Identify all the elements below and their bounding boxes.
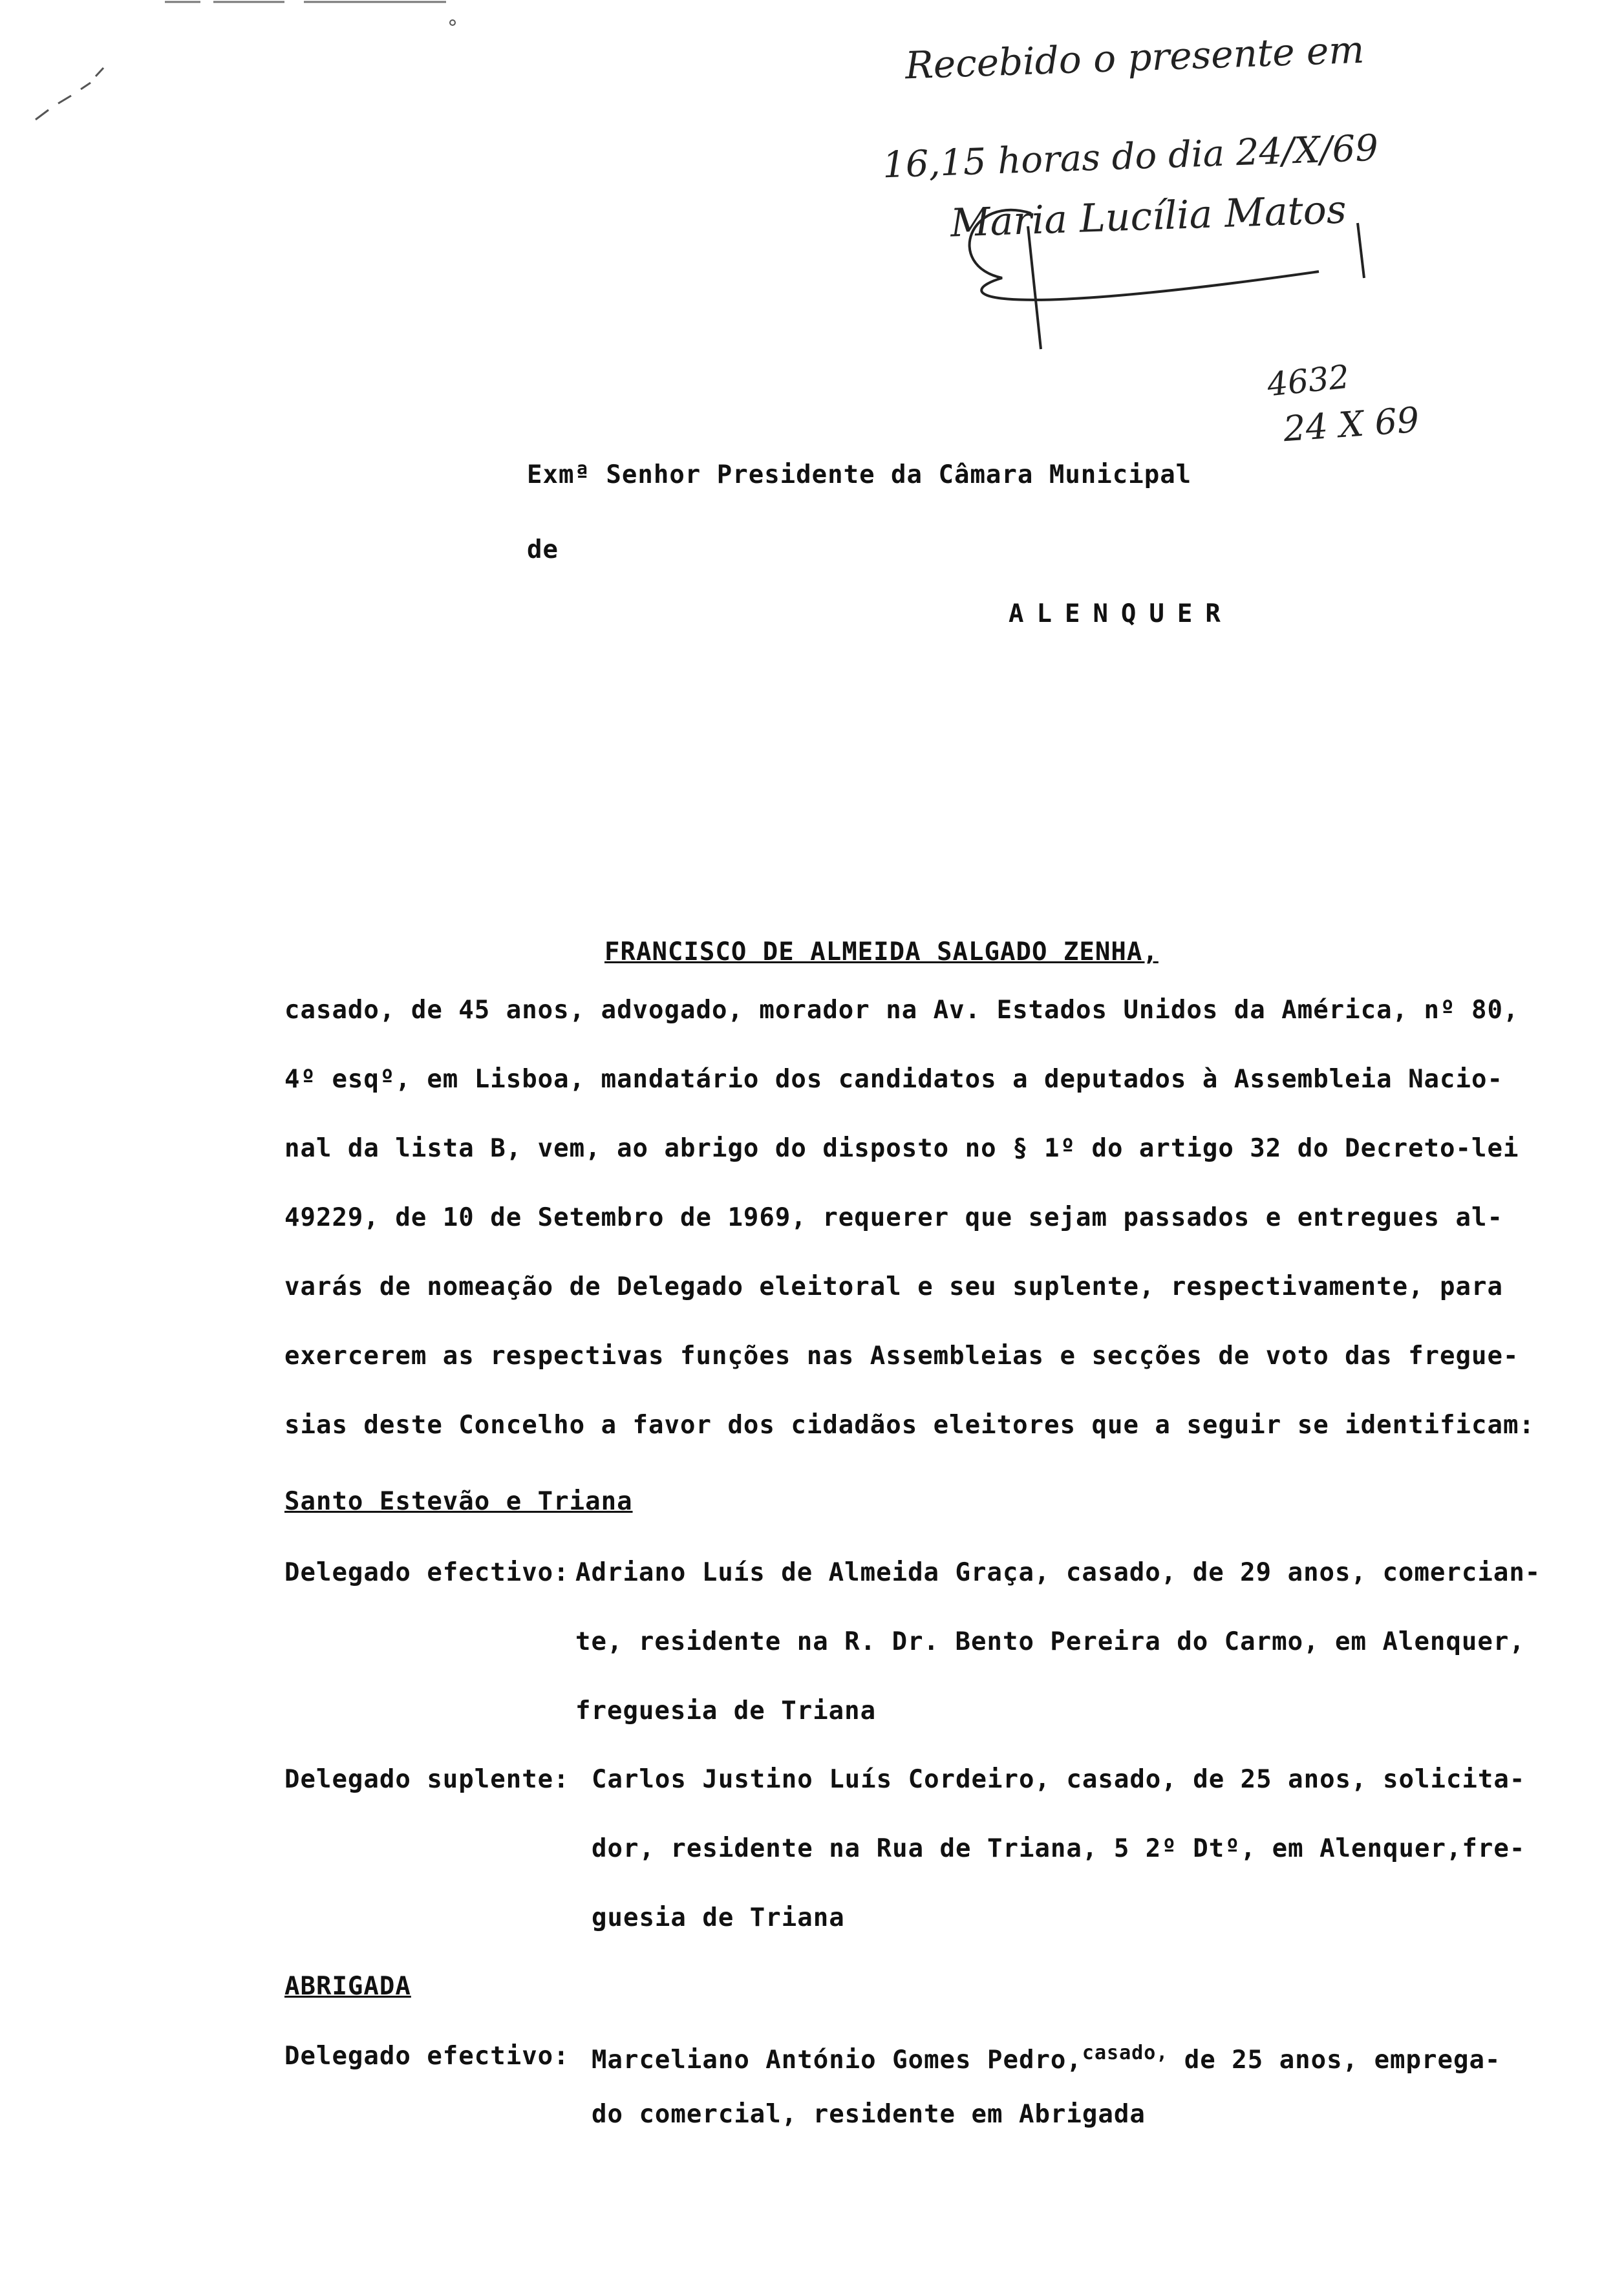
- effective-delegate-line: freguesia de Triana: [575, 1696, 877, 1725]
- body-line: 49229, de 10 de Setembro de 1969, requerer que sejam passados e entregues al-: [284, 1203, 1503, 1232]
- effective-delegate-line: [592, 2042, 1501, 2075]
- effective-delegate-name: Marceliano António Gomes Pedro,: [592, 2046, 1082, 2075]
- effective-delegate-age: de 25 anos, emprega-: [1168, 2046, 1501, 2075]
- substitute-delegate-label: Delegado suplente:: [284, 1765, 570, 1794]
- section-title-santo-estevao: Santo Estevão e Triana: [284, 1487, 633, 1516]
- effective-delegate-label: Delegado efectivo:: [284, 2042, 570, 2071]
- effective-delegate-line: Adriano Luís de Almeida Graça, casado, de 29 anos, comercian-: [575, 1558, 1541, 1587]
- scan-edge-marks: [0, 0, 1624, 168]
- effective-delegate-label: Delegado efectivo:: [284, 1558, 570, 1587]
- handwritten-received-time: 16,15 horas do dia 24/X/69: [882, 127, 1379, 187]
- section-title-abrigada: ABRIGADA: [284, 1972, 411, 2001]
- body-line: exercerem as respectivas funções nas Assembleias e secções de voto das fregue-: [284, 1341, 1519, 1371]
- body-line: nal da lista B, vem, ao abrigo do disposto no § 1º do artigo 32 do Decreto-lei: [284, 1134, 1519, 1163]
- handwritten-received-note: Recebido o presente em: [904, 27, 1365, 88]
- substitute-delegate-line: guesia de Triana: [592, 1903, 845, 1932]
- signature-text: Maria Lucília Matos: [949, 187, 1347, 246]
- addressee-line-2: de: [527, 535, 559, 564]
- addressee-line-1: Exmª Senhor Presidente da Câmara Municipal: [527, 460, 1192, 489]
- signature-flourish: [931, 187, 1513, 356]
- requester-name: FRANCISCO DE ALMEIDA SALGADO ZENHA,: [604, 937, 1159, 967]
- body-line: casado, de 45 anos, advogado, morador na Av. Estados Unidos da América, nº 80,: [284, 996, 1519, 1025]
- body-line: varás de nomeação de Delegado eleitoral e seu suplente, respectivamente, para: [284, 1272, 1503, 1301]
- handwritten-ref-number: 4632: [1265, 358, 1351, 404]
- body-line: sias deste Concelho a favor dos cidadãos eleitores que a seguir se identificam:: [284, 1411, 1535, 1440]
- substitute-delegate-line: dor, residente na Rua de Triana, 5 2º Dtº, em Alenquer,fre-: [592, 1834, 1526, 1863]
- addressee-city: ALENQUER: [1009, 599, 1234, 628]
- effective-delegate-status: casado,: [1082, 2042, 1169, 2064]
- effective-delegate-line: te, residente na R. Dr. Bento Pereira do Carmo, em Alenquer,: [575, 1627, 1525, 1656]
- effective-delegate-line: do comercial, residente em Abrigada: [592, 2100, 1146, 2129]
- substitute-delegate-line: Carlos Justino Luís Cordeiro, casado, de 25 anos, solicita-: [592, 1765, 1526, 1794]
- body-line: 4º esqº, em Lisboa, mandatário dos candidatos a deputados à Assembleia Nacio-: [284, 1065, 1503, 1094]
- handwritten-ref-date: 24 X 69: [1282, 399, 1421, 450]
